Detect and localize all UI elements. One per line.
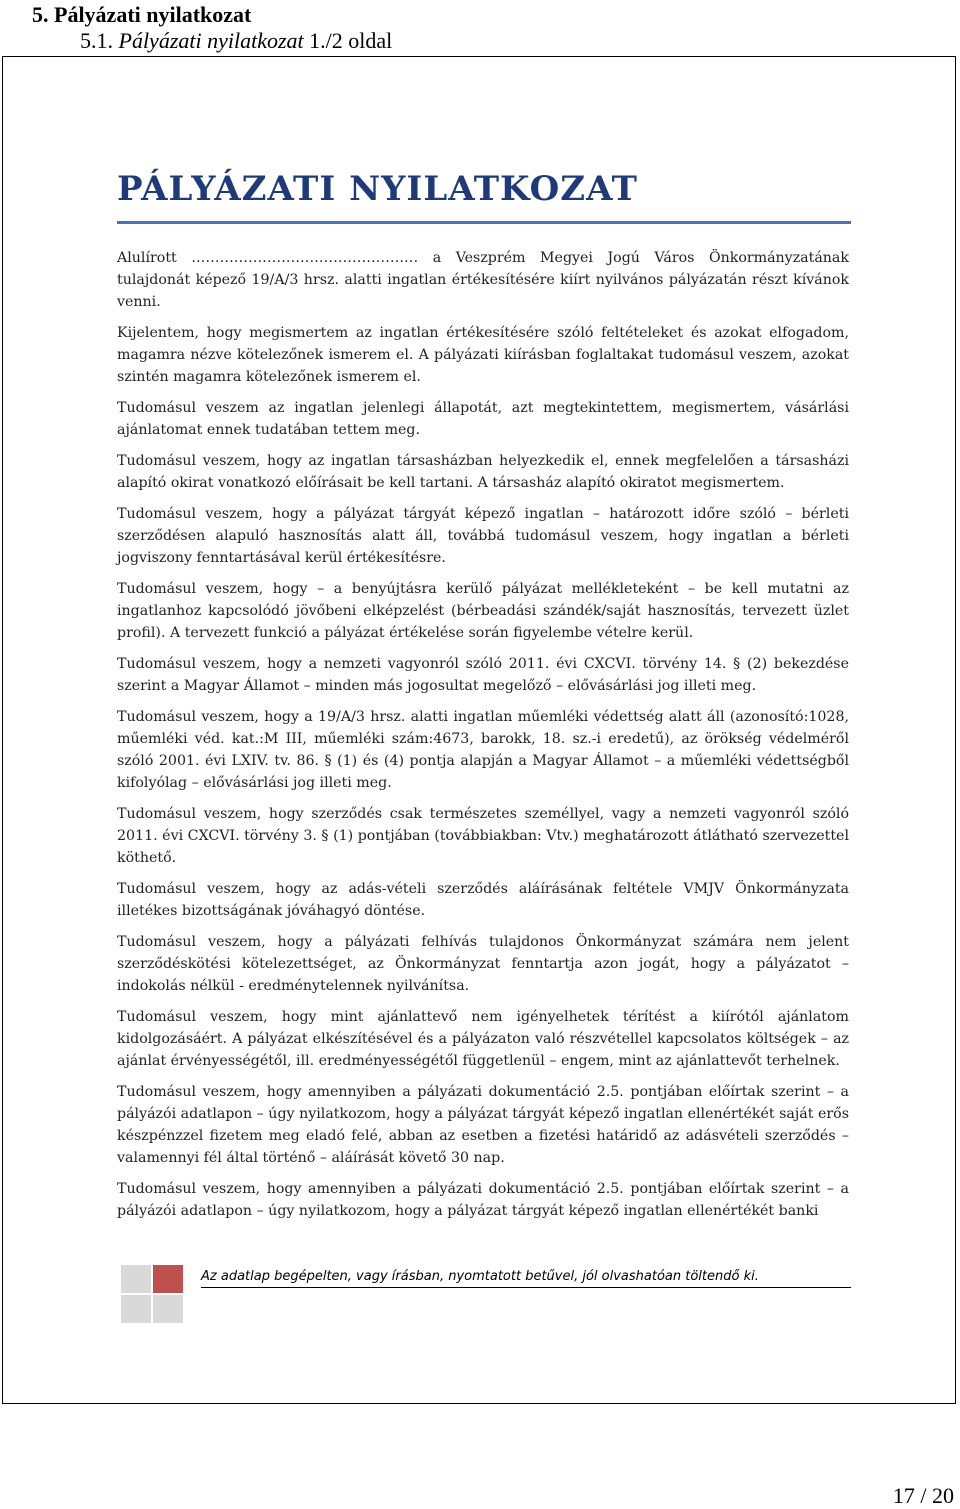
document-footer	[121, 1265, 853, 1293]
paragraph: Tudomásul veszem, hogy az ingatlan társasházban helyezkedik el, ennek megfelelően a társasházi alapító okirat vonatkozó előírásait be kell tartani. A társasház alapító okiratot megismertem.	[117, 453, 849, 491]
paragraph: Tudomásul veszem, hogy a 19/A/3 hrsz. alatti ingatlan műemléki védettség alatt áll (azonosító:1028, műemléki véd. kat.:M III, műemléki szám:4673, barokk, 18. sz.-i eredetű), az örökség védelméről szóló 2001. évi LXIV. tv. 86. § (1) és (4) pontja alapján a Magyar Államot – a műemléki védettségből kifolyólag – elővásárlási jog illeti meg.	[117, 709, 849, 791]
paragraph: Tudomásul veszem az ingatlan jelenlegi állapotát, azt megtekintettem, megismertem, vásárlási ajánlatomat ennek tudatában tettem meg.	[117, 400, 849, 438]
decorative-square	[121, 1265, 151, 1293]
paragraph: Tudomásul veszem, hogy mint ajánlattevő nem igényelhetek térítést a kiírótól ajánlatom kidolgozásáért. A pályázat elkészítésével és a pályázaton való részvétellel kapcsolatos költségek – az ajánlat érvényességétől, ill. eredményességétől függetlenül – engem, mint az ajánlattevőt terhelnek.	[117, 1009, 849, 1069]
decorative-square	[121, 1295, 151, 1323]
paragraph: Tudomásul veszem, hogy szerződés csak természetes személlyel, vagy a nemzeti vagyonról szóló 2011. évi CXCVI. törvény 3. § (1) pontjában (továbbiakban: Vtv.) meghatározott átlátható szervezettel köthető.	[117, 806, 849, 866]
paragraph: Tudomásul veszem, hogy a nemzeti vagyonról szóló 2011. évi CXCVI. törvény 14. § (2) bekezdése szerint a Magyar Államot – minden más jogosultat megelőző – elővásárlási jog illeti meg.	[117, 656, 849, 694]
paragraph: Tudomásul veszem, hogy az adás-vételi szerződés aláírásának feltétele VMJV Önkormányzata illetékes bizottságának jóváhagyó döntése.	[117, 881, 849, 919]
paragraph: Tudomásul veszem, hogy amennyiben a pályázati dokumentáció 2.5. pontjában előírtak szerint – a pályázói adatlapon – úgy nyilatkozom, hogy a pályázat tárgyát képező ingatlan ellenértékét saját erős készpénzzel fizetem meg eladó felé, abban az esetben a fizetési határidő az adásvételi szerződés – valamennyi fél által történő – aláírását követő 30 nap.	[117, 1084, 849, 1166]
title-underline	[117, 221, 851, 224]
embedded-document-frame	[2, 56, 956, 1404]
paragraph: Tudomásul veszem, hogy – a benyújtásra kerülő pályázat mellékleteként – be kell mutatni az ingatlanhoz kapcsolódó jövőbeni elképzelést (bérbeadási szándék/saját hasznosítás, tervezett üzlet profil). A tervezett funkció a pályázat értékelése során figyelembe vételre kerül.	[117, 581, 849, 641]
page-number: 17 / 20	[892, 1483, 954, 1508]
subsection-heading	[80, 28, 392, 54]
document-title: PÁLYÁZATI NYILATKOZAT	[117, 169, 638, 209]
document-body	[117, 247, 849, 1231]
subsection-pages: 1./2 oldal	[309, 28, 393, 53]
paragraph: Tudomásul veszem, hogy amennyiben a pályázati dokumentáció 2.5. pontjában előírtak szerint – a pályázói adatlapon – úgy nyilatkozom, hogy a pályázat tárgyát képező ingatlan ellenértékét banki	[117, 1181, 849, 1219]
paragraph: Kijelentem, hogy megismertem az ingatlan értékesítésére szóló feltételeket és azokat elfogadom, magamra nézve kötelezőnek ismerem el. A pályázati kiírásban foglaltakat tudomásul veszem, azokat szintén magamra kötelezőnek ismerem el.	[117, 325, 849, 385]
subsection-title: Pályázati nyilatkozat	[118, 28, 304, 53]
section-heading: 5. Pályázati nyilatkozat	[32, 2, 252, 27]
decorative-accent-square	[153, 1265, 183, 1293]
paragraph: Tudomásul veszem, hogy a pályázat tárgyát képező ingatlan – határozott időre szóló – bérleti szerződésen alapuló hasznosítás alatt áll, továbbá tudomásul veszem, hogy ingatlan a bérleti jogviszony fenntartásával kerül értékesítésre.	[117, 506, 849, 566]
paragraph: Tudomásul veszem, hogy a pályázati felhívás tulajdonos Önkormányzat számára nem jelent szerződéskötési kötelezettséget, az Önkormányzat fenntartja azon jogát, hogy a pályázatot – indokolás nélkül - eredménytelennek nyilvánítsa.	[117, 934, 849, 994]
subsection-number: 5.1.	[80, 28, 113, 53]
decorative-square	[153, 1295, 183, 1323]
paragraph-applicant: Alulírott ………………………………………… a Veszprém Megyei Jogú Város Önkormányzatának tulajdonát képező 19/A/3 hrsz. alatti ingatlan értékesítésére kiírt nyilvános pályázatán részt kívánok venni.	[117, 250, 849, 310]
footer-note: Az adatlap begépelten, vagy írásban, nyomtatott betűvel, jól olvashatóan töltendő ki.	[201, 1267, 851, 1288]
